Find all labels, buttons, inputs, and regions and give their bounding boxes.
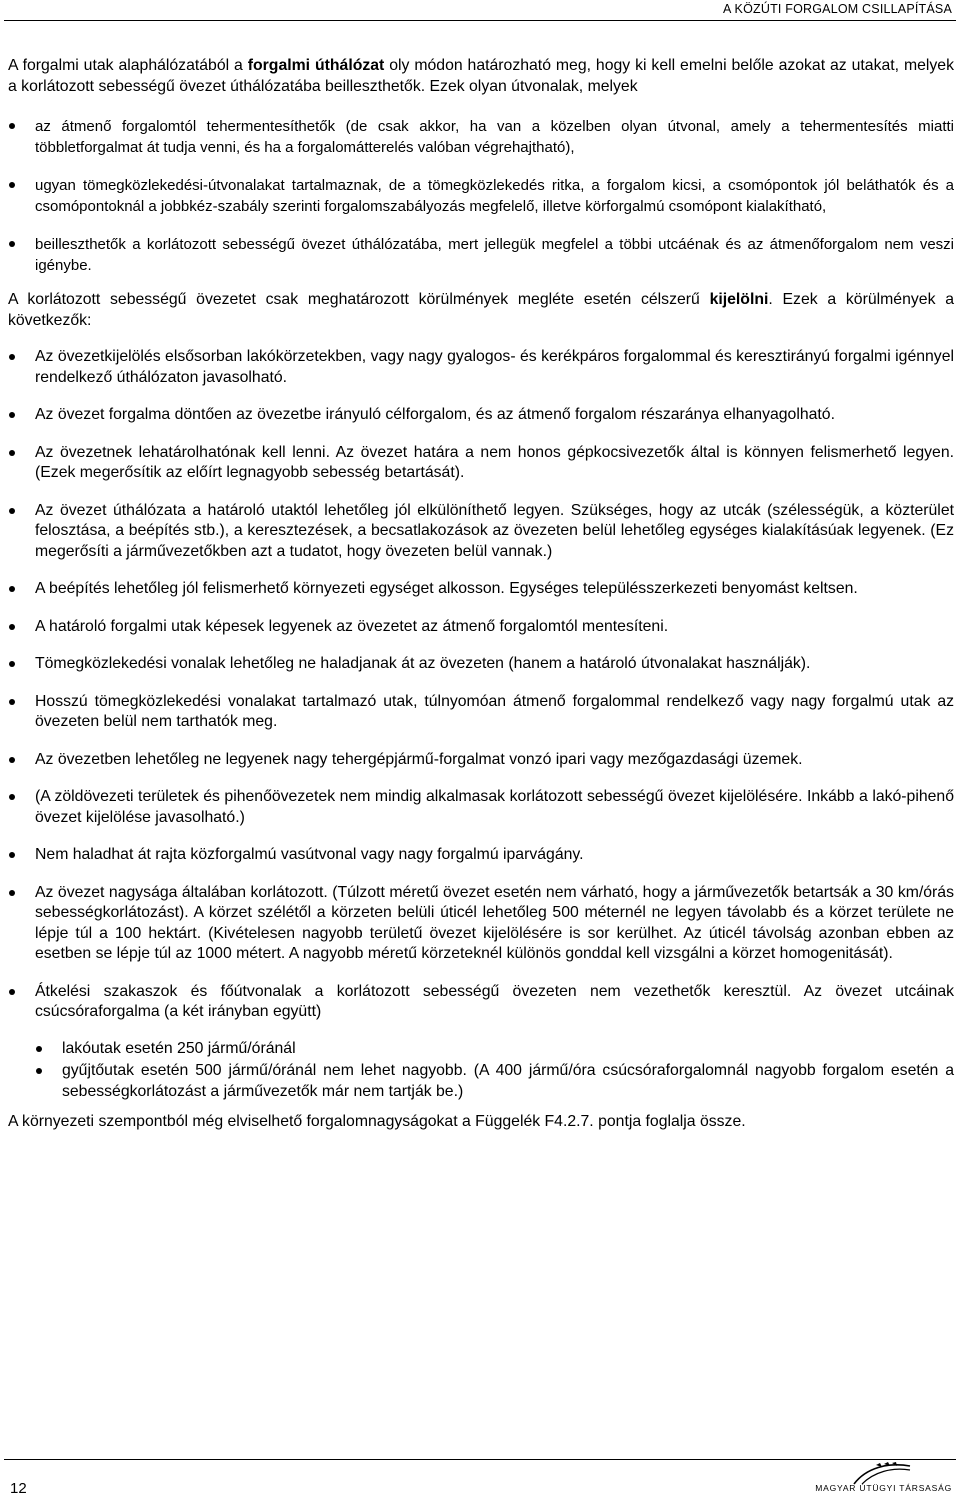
last-condition-text: Átkelési szakaszok és főútvonalak a korlátozott sebességű övezeten nem vezethetők keresztül. Az övezet utcáinak csúcsóraforgalma (a két irányban együtt) <box>35 982 954 1020</box>
list-item: beilleszthetők a korlátozott sebességű övezet úthálózatába, mert jellegük megfelel a többi utcáénak és az átmenőforgalom nem veszi igénybe. <box>8 234 954 276</box>
list-item: ugyan tömegközlekedési-útvonalakat tartalmaznak, de a tömegközlekedés ritka, a forgalom kicsi, a csomópontok jól beláthatók és a csomópontoknál a jobbkéz-szabály szerinti forgalomszabályozás megfelelő, illetve körforgalmú csomópont kialakítható, <box>8 175 954 217</box>
list-item: A beépítés lehetőleg jól felismerhető környezeti egységet alkosson. Egységes településszerkezeti benyomást keltsen. <box>8 579 954 600</box>
list-item: Az övezetnek lehatárolhatónak kell lenni. Az övezet határa a nem honos gépkocsivezetők által is könnyen felismerhető legyen. (Ezek megerősítik az előírt legnagyobb sebesség betartását). <box>8 443 954 484</box>
running-header: A KÖZÚTI FORGALOM CSILLAPÍTÁSA <box>723 2 952 16</box>
route-criteria-list <box>8 116 954 276</box>
intro-paragraph <box>8 56 954 97</box>
document-body <box>8 56 954 1133</box>
intro-bold-term: forgalmi úthálózat <box>247 57 385 74</box>
list-item: Hosszú tömegközlekedési vonalakat tartalmazó utak, túlnyomóan átmenő forgalommal rendelkező vagy nagy forgalmú utak az övezeten belül nem tarthatók meg. <box>8 692 954 733</box>
intro-text-1: A forgalmi utak alaphálózatából a <box>8 57 248 74</box>
conditions-intro-paragraph <box>8 290 954 331</box>
para2-text-1: A korlátozott sebességű övezetet csak meghatározott körülmények megléte esetén célszerű <box>8 291 710 308</box>
para2-text-2: . Ezek a körülmények a következők: <box>8 291 954 329</box>
list-item: Az övezet úthálózata a határoló utaktól lehetőleg jól elkülöníthető legyen. Szükséges, hogy az utcák (szélességük, a közterület felosztása, a beépítés stb.), a keresztezések, a becsatlakozások az övezeten belül lehetőleg egységes kialakításúak legyenek. (Ez megerősíti a járművezetőkben azt a tudatot, hogy övezeten belül vannak.) <box>8 501 954 563</box>
list-item: Nem haladhat át rajta közforgalmú vasútvonal vagy nagy forgalmú iparvágány. <box>8 845 954 866</box>
list-item: A határoló forgalmi utak képesek legyenek az övezetet az átmenő forgalomtól mentesíteni. <box>8 617 954 638</box>
closing-paragraph: A környezeti szempontból még elviselhető forgalomnagyságokat a Függelék F4.2.7. pontja foglalja össze. <box>8 1113 746 1130</box>
page-number: 12 <box>10 1480 27 1497</box>
sub-list-item: gyűjtőutak esetén 500 jármű/óránál nem lehet nagyobb. (A 400 jármű/óra csúcsóraforgalomnál nagyobb forgalom esetén a sebességkorlátozást a járművezetők már nem tartják be.) <box>35 1061 954 1102</box>
list-item: Az övezet nagysága általában korlátozott. (Túlzott méretű övezet esetén nem várható, hogy a járművezetők betartsák a 30 km/órás sebességkorlátozást). A körzet szélétől a körzeten belüli úticél lehetőleg 500 méternél ne legyen távolabb és a körzet területe ne lépje túl a 100 hektárt. (Kivételesen nagyobb területű övezet kijelölésére is sor kerülhet. Az úticél távolság azonban ebben az esetben se lépje túl az 1000 métert. A nagyobb méretű körzeteknél különös gonddal kell vizsgálni a körzet homogenitását). <box>8 883 954 965</box>
list-item: Az övezetben lehetőleg ne legyenek nagy tehergépjármű-forgalmat vonzó ipari vagy mezőgazdasági üzemek. <box>8 750 954 771</box>
publisher-logo <box>792 1462 952 1496</box>
list-item: az átmenő forgalomtól tehermentesíthetők (de csak akkor, ha van a közelben olyan útvonal, amely a tehermentesítés miatti többletforgalmat át tudja venni, és ha a forgalomátterelés valóban végrehajtható), <box>8 116 954 158</box>
list-item: Az övezet forgalma döntően az övezetbe irányuló célforgalom, és az átmenő forgalom részaránya elhanyagolható. <box>8 405 954 426</box>
publisher-name: MAGYAR ÚTÜGYI TÁRSASÁG <box>815 1483 952 1493</box>
para2-bold-term: kijelölni <box>709 291 769 308</box>
header-rule <box>4 20 956 21</box>
conditions-list <box>8 347 954 1102</box>
intro-text-2: oly módon határozható meg, hogy ki kell emelni belőle azokat az utakat, melyek a korlátozott sebességű övezet úthálózatába beilleszthetők. Ezek olyan útvonalak, melyek <box>8 57 954 95</box>
footer-rule <box>4 1459 956 1460</box>
list-item: (A zöldövezeti területek és pihenőövezetek nem mindig alkalmasak korlátozott sebességű övezet kijelölésére. Inkább a lakó-pihenő övezet kijelölése javasolható.) <box>8 787 954 828</box>
sub-list-item: lakóutak esetén 250 jármű/óránál <box>35 1039 954 1060</box>
list-item: Az övezetkijelölés elsősorban lakókörzetekben, vagy nagy gyalogos- és kerékpáros forgalommal és keresztirányú forgalmi igénnyel rendelkező úthálózaton javasolható. <box>8 347 954 388</box>
list-item <box>8 982 954 1103</box>
traffic-volume-sublist <box>35 1039 954 1103</box>
list-item: Tömegközlekedési vonalak lehetőleg ne haladjanak át az övezeten (hanem a határoló útvonalakat használják). <box>8 654 954 675</box>
